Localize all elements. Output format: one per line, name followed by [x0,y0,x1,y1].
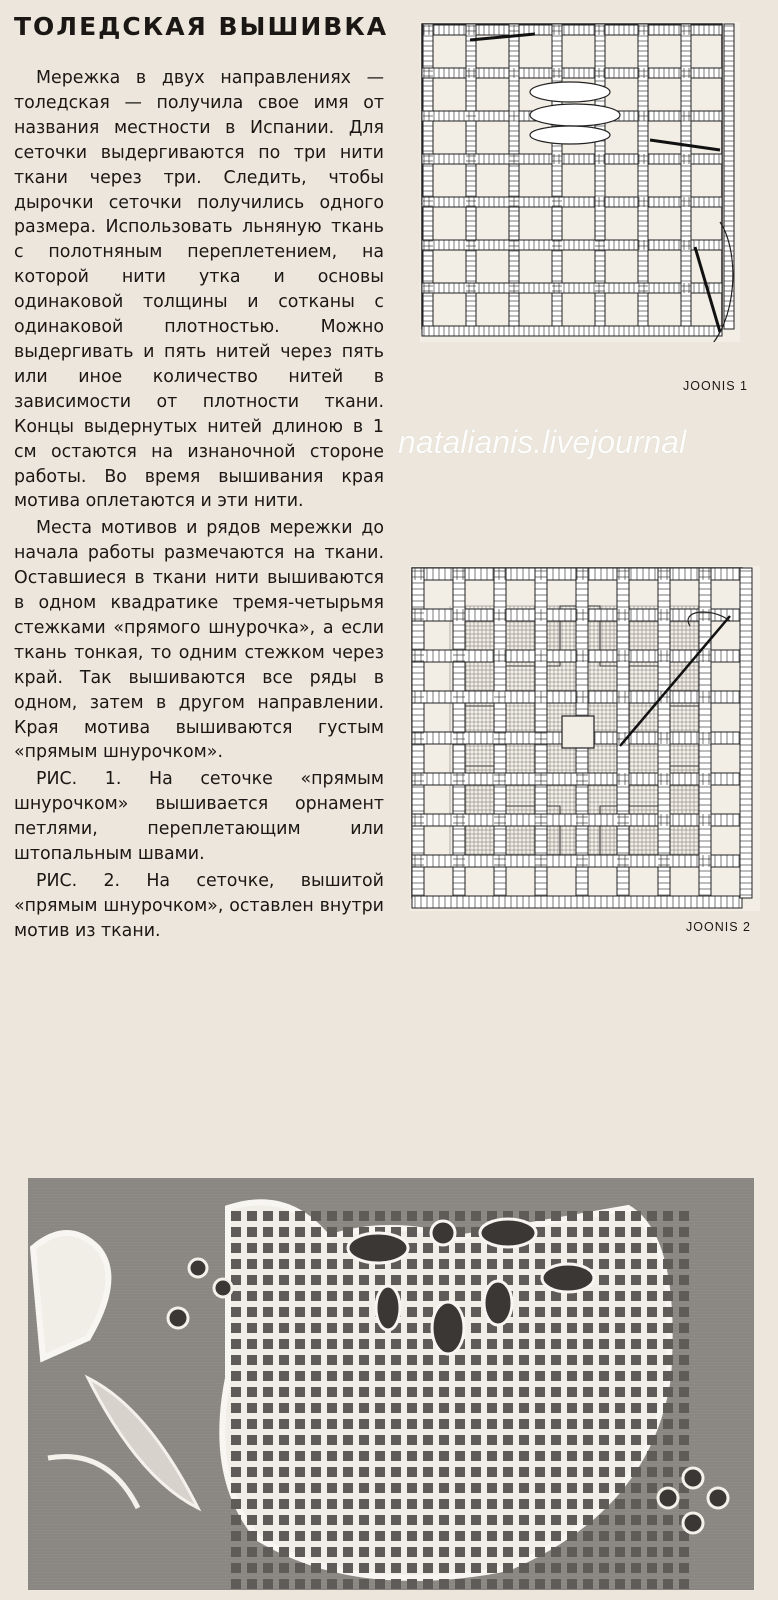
page-title: ТОЛЕДСКАЯ ВЫШИВКА [14,12,389,41]
article-body [14,66,384,946]
figure-1-caption: JOONIS 1 [683,379,748,393]
embroidery-photo-drawing [28,1178,754,1590]
figure-2-grid-illustration [410,566,760,911]
paragraph-intro: Мережка в двух направлениях — толедская — получила свое имя от названия местности в Испании. Для сеточки выдергиваются по три нити ткани через три. Следить, чтобы дырочки сеточки получились одного размера. Использовать льняную ткань с полотняным переплетением, на которой нити утка и основы одинаковой толщины и сотканы с одинаковой плотностью. Можно выдергивать и пять нитей через пять или иное количество нитей в зависимости от плотности ткани. Концы выдернутых нитей длиною в 1 см остаются на изнаночной стороне работы. Во время вышивания края мотива оплетаются и эти нити. [14,68,384,512]
figure-1-grid-illustration [420,22,740,342]
paragraph-fig1-description: РИС. 1. На сеточке «прямым шнурочком» вышивается орнамент петлями, переплетающим или штопальным швами. [14,769,384,865]
figure-2-drawing [410,566,760,911]
embroidery-sample-photo [28,1178,754,1590]
figure-2-caption: JOONIS 2 [686,920,751,934]
paragraph-fig2-description: РИС. 2. На сеточке, вышитой «прямым шнурочком», оставлен внутри мотив из ткани. [14,871,384,941]
watermark: natalianis.livejournal [398,424,687,460]
figure-1-drawing [420,22,740,342]
paragraph-method: Места мотивов и рядов мережки до начала работы размечаются на ткани. Оставшиеся в ткани нити вышиваются в одном квадратике тремя-четырьмя стежками «прямого шнурочка», а если ткань тонкая, то одним стежком через край. Так вышиваются все ряды в одном, затем в другом направлении. Края мотива вышиваются густым «прямым шнурочком». [14,518,384,763]
